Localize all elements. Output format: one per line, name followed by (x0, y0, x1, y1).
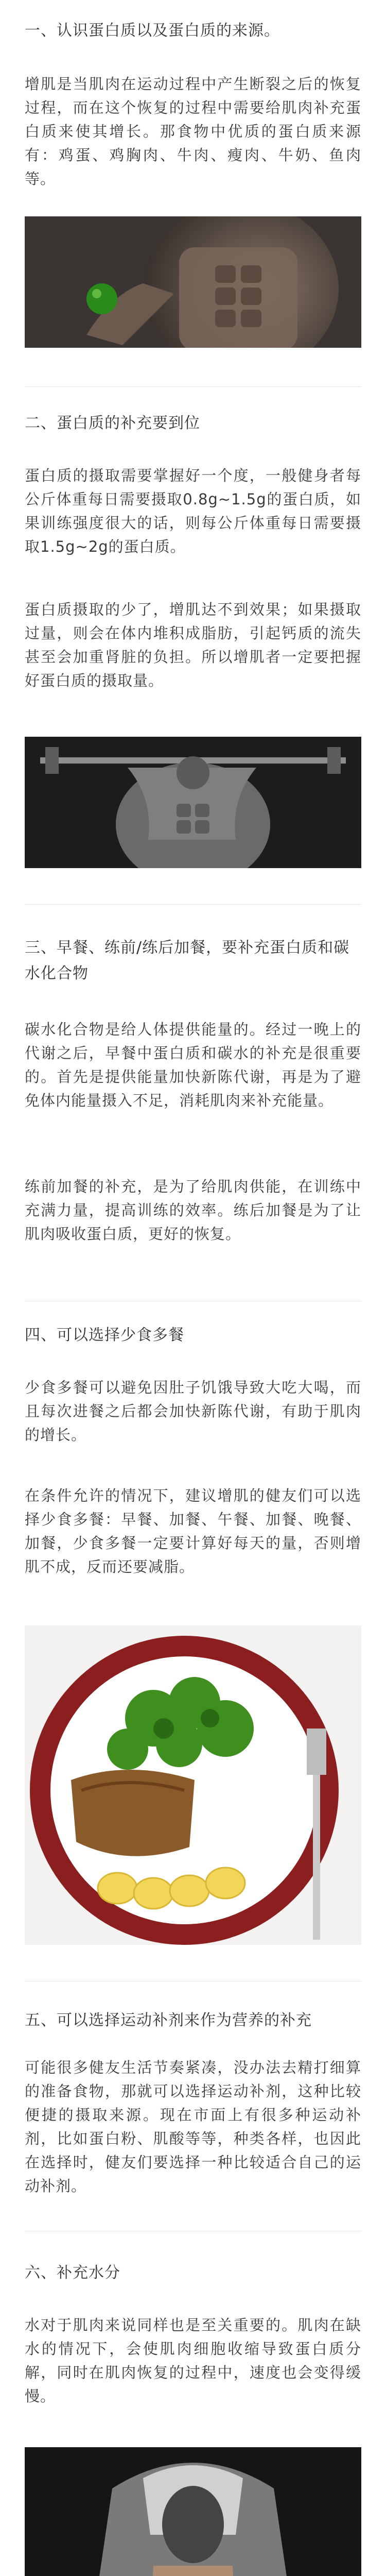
section-heading: 六、补充水分 (25, 2264, 120, 2282)
man-in-hoodie-abs-photo (25, 2447, 361, 2576)
section-paragraph: 碳水化合物是给人体提供能量的。经过一晚上的代谢之后，早餐中蛋白质和碳水的补充是很重要的。首先是提供能量加快新陈代谢，再是为了避免体内能量摄入不足，消耗肌肉来补充能量。 (25, 1021, 361, 1109)
muscular-torso-holding-apple-photo (25, 216, 361, 348)
section-heading: 二、蛋白质的补充要到位 (25, 414, 200, 432)
section-heading: 四、可以选择少食多餐 (25, 1326, 184, 1344)
section-paragraph: 少食多餐可以避免因肚子饥饿导致大吃大喝，而且每次进餐之后都会加快新陈代谢，有助于肌肉的增长。 (25, 1379, 361, 1444)
section-paragraph: 水对于肌肉来说同样也是至关重要的。肌肉在缺水的情况下，会使肌肉细胞收缩导致蛋白质分解，同时在肌肉恢复的过程中，速度也会变得缓慢。 (25, 2316, 361, 2405)
section-paragraph: 练前加餐的补充，是为了给肌肉供能，在训练中充满力量，提高训练的效率。练后加餐是为了让肌肉吸收蛋白质，更好的恢复。 (25, 1178, 361, 1243)
section-heading: 五、可以选择运动补剂来作为营养的补充 (25, 2011, 312, 2029)
plate-steak-broccoli-banana-photo (25, 1625, 361, 1945)
section-heading: 一、认识蛋白质以及蛋白质的来源。 (25, 22, 280, 40)
section-paragraph: 蛋白质摄取的少了，增肌达不到效果；如果摄取过量，则会在体内堆积成脂肪，引起钙质的流失甚至会加重肾脏的负担。所以增肌者一定要把握好蛋白质的摄取量。 (25, 601, 361, 689)
section-heading: 三、早餐、练前/练后加餐，要补充蛋白质和碳水化合物 (25, 939, 350, 982)
man-lifting-barbell-photo (25, 737, 361, 868)
section-paragraph: 可能很多健友生活节奏紧凑，没办法去精打细算的准备食物，那就可以选择运动补剂，这种比较便捷的摄取来源。现在市面上有很多种运动补剂，比如蛋白粉、肌酸等等，种类各样，也因此在选择时，健友们要选择一种比较适合自己的运动补剂。 (25, 2059, 361, 2195)
section-paragraph: 蛋白质的摄取需要掌握好一个度，一般健身者每公斤体重每日需要摄取0.8g~1.5g的蛋白质，如果训练强度很大的话，则每公斤体重每日需要摄取1.5g~2g的蛋白质。 (25, 467, 361, 555)
section-paragraph: 在条件允许的情况下，建议增肌的健友们可以选择少食多餐：早餐、加餐、午餐、加餐、晚餐、加餐，少食多餐一定要计算好每天的量，否则增肌不成，反而还要减脂。 (25, 1487, 361, 1575)
section-paragraph: 增肌是当肌肉在运动过程中产生断裂之后的恢复过程，而在这个恢复的过程中需要给肌肉补充蛋白质来使其增长。那食物中优质的蛋白质来源有：鸡蛋、鸡胸肉、牛肉、瘦肉、牛奶、鱼肉等。 (25, 75, 361, 188)
